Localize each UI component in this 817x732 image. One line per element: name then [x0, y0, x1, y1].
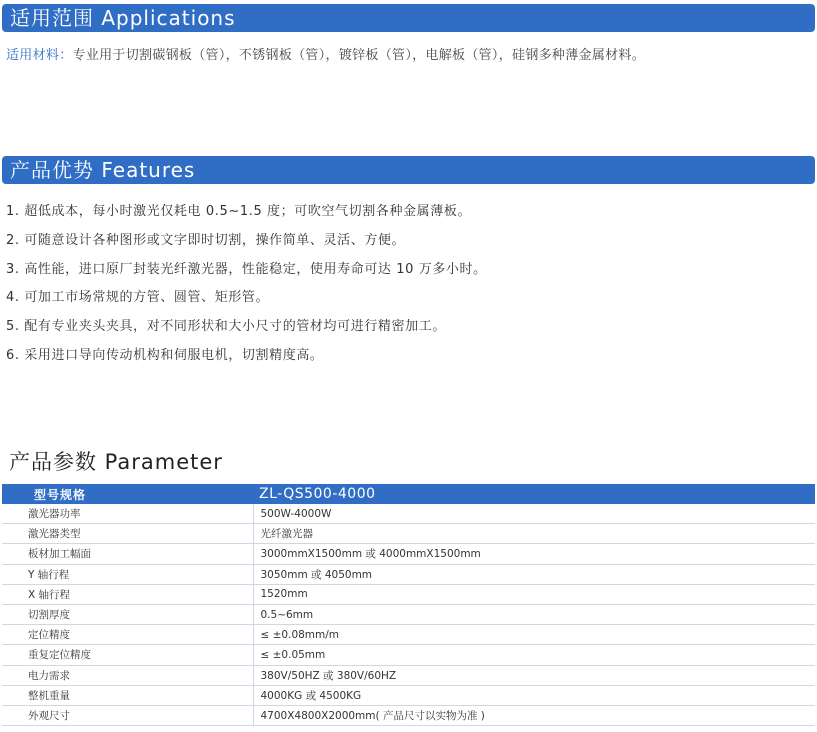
applications-text	[6, 44, 645, 63]
parameters-table	[2, 484, 815, 726]
table-row	[2, 625, 815, 645]
param-value: 0.5~6mm	[253, 604, 815, 624]
param-name: 激光器功率	[2, 504, 253, 524]
param-name: Y 轴行程	[2, 564, 253, 584]
param-value: 4000KG 或 4500KG	[253, 685, 815, 705]
applications-label: 适用材料：	[6, 48, 73, 63]
param-name: 激光器类型	[2, 524, 253, 544]
param-name: 定位精度	[2, 625, 253, 645]
table-row	[2, 645, 815, 665]
table-row	[2, 504, 815, 524]
applications-body: 专业用于切割碳钢板（管），不锈钢板（管），镀锌板（管），电解板（管），硅钢多种薄金属材料。	[72, 48, 646, 63]
param-value: 光纤激光器	[253, 524, 815, 544]
table-row	[2, 685, 815, 705]
feature-item: 1. 超低成本，每小时激光仅耗电 0.5~1.5 度；可吹空气切割各种金属薄板。	[6, 204, 472, 219]
param-name: X 轴行程	[2, 584, 253, 604]
param-value: 3000mmX1500mm 或 4000mmX1500mm	[253, 544, 815, 564]
param-value: ≤ ±0.05mm	[253, 645, 815, 665]
features-list	[6, 203, 487, 376]
param-value: ≤ ±0.08mm/m	[253, 625, 815, 645]
feature-item: 6. 采用进口导向传动机构和伺服电机，切割精度高。	[6, 347, 324, 363]
features-header	[2, 156, 815, 184]
table-row	[2, 665, 815, 685]
features-title: 产品优势 Features	[10, 158, 196, 182]
param-value: 500W-4000W	[253, 504, 815, 524]
table-row	[2, 544, 815, 564]
param-value: 4700X4800X2000mm( 产品尺寸以实物为准 )	[253, 705, 815, 725]
parameters-title: 产品参数 Parameter	[9, 450, 223, 474]
param-name: 外观尺寸	[2, 705, 253, 725]
applications-header	[2, 4, 815, 32]
param-name: 电力需求	[2, 665, 253, 685]
param-name: 整机重量	[2, 685, 253, 705]
header-name-cell: 型号规格	[2, 484, 253, 504]
param-value: 1520mm	[253, 584, 815, 604]
param-name: 板材加工幅面	[2, 544, 253, 564]
param-value: 3050mm 或 4050mm	[253, 564, 815, 584]
table-row	[2, 564, 815, 584]
header-model-cell: ZL-QS500-4000	[253, 484, 815, 504]
param-name: 切割厚度	[2, 604, 253, 624]
param-name: 重复定位精度	[2, 645, 253, 665]
table-row	[2, 604, 815, 624]
parameters-header-row	[2, 484, 815, 504]
applications-title: 适用范围 Applications	[10, 6, 236, 30]
param-value: 380V/50HZ 或 380V/60HZ	[253, 665, 815, 685]
table-row	[2, 705, 815, 725]
table-row	[2, 584, 815, 604]
feature-item: 5. 配有专业夹头夹具，对不同形状和大小尺寸的管材均可进行精密加工。	[6, 319, 446, 335]
feature-item: 3. 高性能，进口原厂封装光纤激光器，性能稳定，使用寿命可达 10 万多小时。	[6, 261, 487, 277]
table-row	[2, 524, 815, 544]
feature-item: 2. 可随意设计各种图形或文字即时切割，操作简单、灵活、方便。	[6, 232, 406, 248]
feature-item: 4. 可加工市场常规的方管、圆管、矩形管。	[6, 290, 270, 306]
